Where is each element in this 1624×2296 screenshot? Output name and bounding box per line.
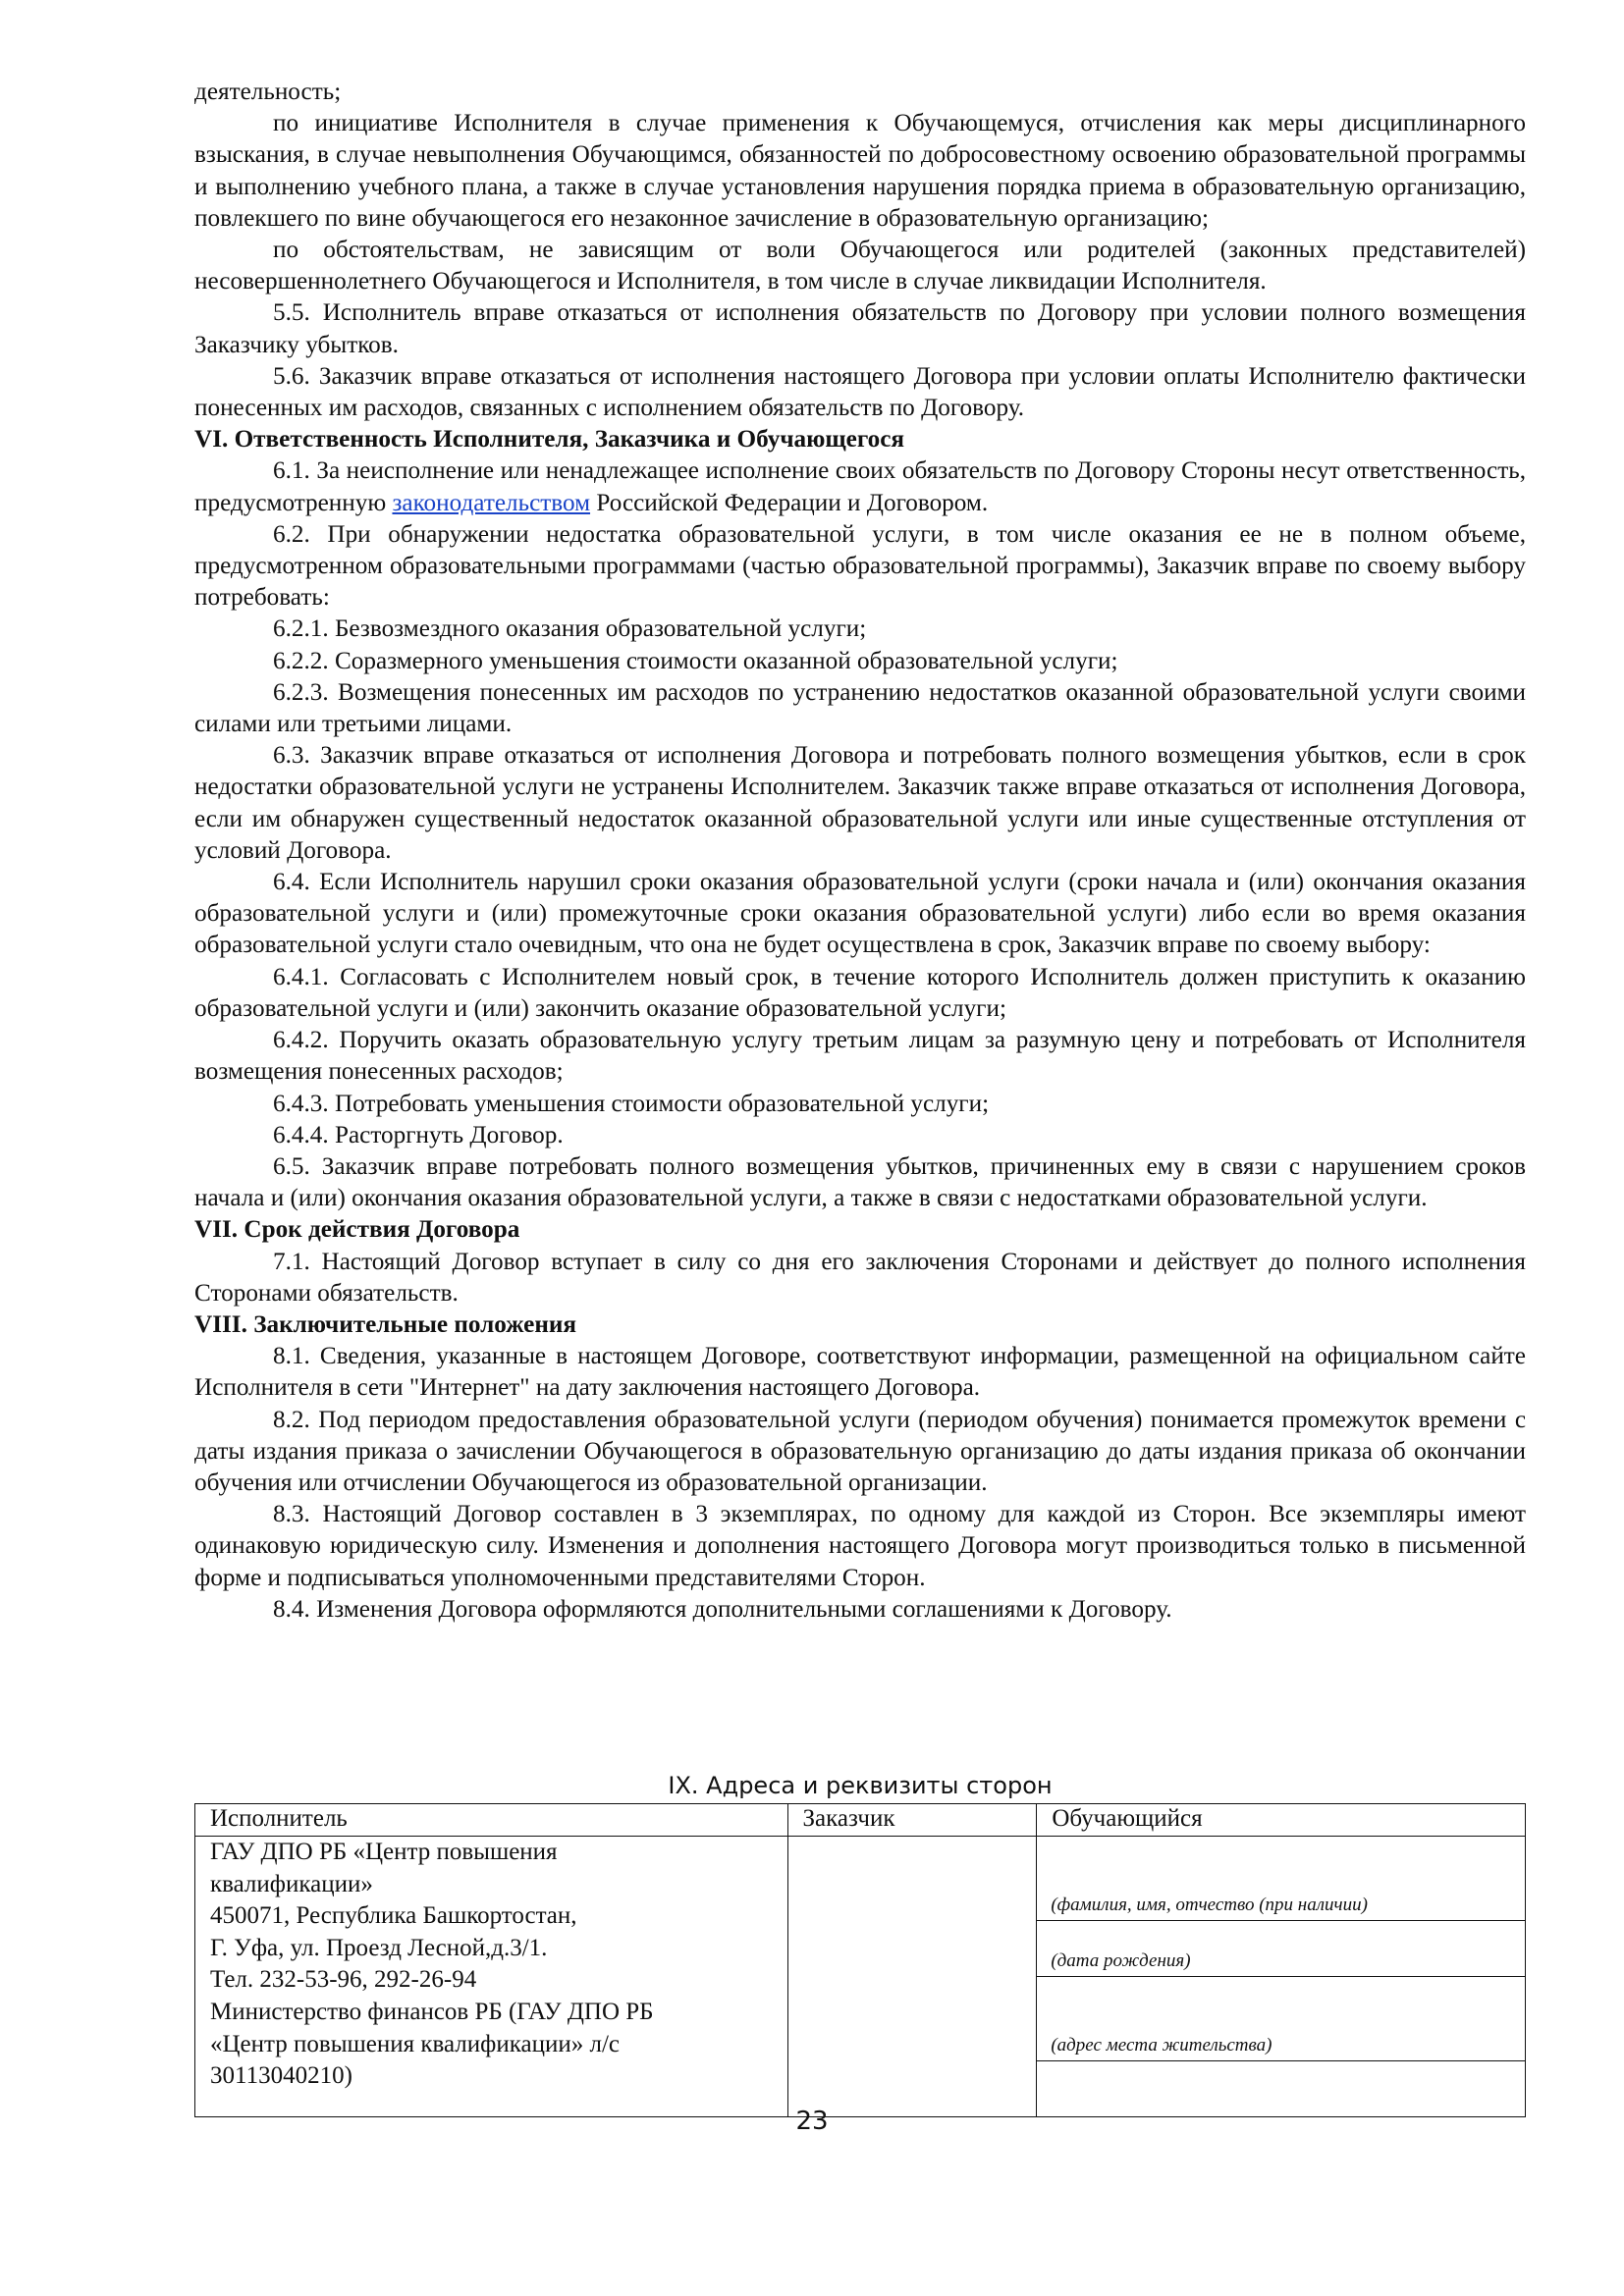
header-student: Обучающийся (1037, 1804, 1526, 1837)
clause-paragraph: 6.4.1. Согласовать с Исполнителем новый срок, в течение которого Исполнитель должен приступить к оказанию образовательной услуги и (или) закончить оказание образовательной услуги; (194, 963, 1526, 1022)
requisites-header-row (195, 1804, 1526, 1837)
student-name-field (1037, 1837, 1525, 1921)
clause-paragraph: 6.2.2. Соразмерного уменьшения стоимости оказанной образовательной услуги; (273, 647, 1118, 674)
executor-line: квалификации» (210, 1870, 373, 1897)
executor-line: 30113040210) (210, 2062, 352, 2090)
document-body (194, 77, 1526, 1626)
clause-paragraph: 6.2. При обнаружении недостатка образовательной услуги, в том числе оказания ее не в полном объеме, предусмотренном образовательными программами (частью образовательной программы), Заказчик вправе по своему выбору потребовать: (194, 520, 1526, 612)
section-heading: VI. Ответственность Исполнителя, Заказчика и Обучающегося (194, 426, 905, 454)
requisites-table (194, 1803, 1526, 2117)
clause-paragraph: 6.2.3. Возмещения понесенных им расходов по устранению недостатков оказанной образовательной услуги своими силами или третьими лицами. (194, 678, 1526, 738)
student-address-hint: (адрес места жительства) (1051, 2035, 1272, 2056)
clause-paragraph: 6.4.4. Расторгнуть Договор. (273, 1121, 564, 1148)
header-executor: Исполнитель (195, 1804, 788, 1837)
student-name-hint: (фамилия, имя, отчество (при наличии) (1051, 1895, 1368, 1915)
section-heading: VII. Срок действия Договора (194, 1216, 520, 1244)
section-heading: VIII. Заключительные положения (194, 1310, 577, 1338)
student-address-field (1037, 1977, 1525, 2061)
clause-paragraph: 7.1. Настоящий Договор вступает в силу со дня его заключения Сторонами и действует до полного исполнения Сторонами обязательств. (194, 1248, 1526, 1307)
clause-paragraph: 6.3. Заказчик вправе отказаться от исполнения Договора и потребовать полного возмещения убытков, если в срок недостатки образовательной услуги не устранены Исполнителем. Заказчик также вправе отказаться от исполнения Договора, если им обнаружен существенный недостаток оказанной образовательной услуги или иные существенные отступления от условий Договора. (194, 742, 1526, 864)
clause-paragraph: 6.5. Заказчик вправе потребовать полного возмещения убытков, причиненных ему в связи с нарушением сроков начала и (или) окончания оказания образовательной услуги, а также в связи с недостатками образовательной услуги. (194, 1152, 1526, 1212)
clause-paragraph: 8.3. Настоящий Договор составлен в 3 экземплярах, по одному для каждой из Сторон. Все экземпляры имеют одинаковую юридическую силу. Изменения и дополнения настоящего Договора могут производиться только в письменной форме и подписываться уполномоченными представителями Сторон. (194, 1501, 1526, 1591)
clause-paragraph: 5.5. Исполнитель вправе отказаться от исполнения обязательств по Договору при условии полного возмещения Заказчику убытков. (194, 299, 1526, 358)
student-birthdate-hint: (дата рождения) (1051, 1950, 1191, 1971)
clause-paragraph: 8.4. Изменения Договора оформляются дополнительными соглашениями к Договору. (273, 1595, 1172, 1623)
clause-paragraph: 6.4.2. Поручить оказать образовательную услугу третьим лицам за разумную цену и потребовать от Исполнителя возмещения понесенных расходов; (194, 1027, 1526, 1086)
clause-text: 6.1. За неисполнение или ненадлежащее исполнение своих обязательств по Договору Стороны несут ответственность, предусмотренную (194, 457, 1526, 516)
customer-details (787, 1837, 1037, 2117)
requisites-title: IX. Адреса и реквизиты сторон (668, 1772, 1053, 1799)
student-birthdate-field (1037, 1921, 1525, 1977)
executor-details (195, 1837, 788, 2117)
clause-paragraph: 6.2.1. Безвозмездного оказания образовательной услуги; (273, 615, 867, 643)
executor-line: Тел. 232-53-96, 292-26-94 (210, 1966, 477, 1994)
clause-paragraph: 8.1. Сведения, указанные в настоящем Договоре, соответствуют информации, размещенной на официальном сайте Исполнителя в сети "Интернет" на дату заключения настоящего Договора. (194, 1343, 1526, 1402)
executor-line: ГАУ ДПО РБ «Центр повышения (210, 1839, 558, 1865)
requisites-body-row (195, 1837, 1526, 2117)
student-details (1037, 1837, 1526, 2117)
requisites-section (194, 1771, 1526, 2117)
clause-paragraph: 6.4.3. Потребовать уменьшения стоимости образовательной услуги; (273, 1090, 990, 1117)
clause-paragraph: 6.4. Если Исполнитель нарушил сроки оказания образовательной услуги (сроки начала и (или) окончания оказания образовательной услуги и (или) промежуточные сроки оказания образовательной услуги) либо если во время оказания образовательной услуги стало очевидным, что она не будет осуществлена в срок, Заказчик вправе по своему выбору: (194, 869, 1526, 959)
clause-paragraph: по обстоятельствам, не зависящим от воли Обучающегося или родителей (законных представителей) несовершеннолетнего Обучающегося и Исполнителя, в том числе в случае ликвидации Исполнителя. (194, 237, 1526, 295)
clause-paragraph (194, 455, 1526, 518)
page-number: 23 (795, 2107, 829, 2136)
executor-line: 450071, Республика Башкортостан, (210, 1902, 577, 1930)
header-customer: Заказчик (787, 1804, 1037, 1837)
executor-line: «Центр повышения квалификации» л/с (210, 2030, 620, 2057)
executor-line: Министерство финансов РБ (ГАУ ДПО РБ (210, 1998, 654, 2025)
clause-paragraph: деятельность; (194, 79, 342, 105)
executor-line: Г. Уфа, ул. Проезд Лесной,д.3/1. (210, 1934, 548, 1961)
legislation-link[interactable]: законодательством (392, 489, 591, 516)
clause-paragraph: по инициативе Исполнителя в случае применения к Обучающемуся, отчисления как меры дисциплинарного взыскания, в случае невыполнения Обучающимся, обязанностей по добросовестному освоению образовательной программы и выполнению учебного плана, а также в случае установления нарушения порядка приема в образовательную организацию, повлекшего по вине обучающегося его незаконное зачисление в образовательную организацию; (194, 110, 1526, 232)
clause-paragraph: 5.6. Заказчик вправе отказаться от исполнения настоящего Договора при условии оплаты Исполнителю фактически понесенных им расходов, связанных с исполнением обязательств по Договору. (194, 362, 1526, 422)
clause-text: Российской Федерации и Договором. (590, 489, 989, 516)
clause-paragraph: 8.2. Под периодом предоставления образовательной услуги (периодом обучения) понимается промежуток времени с даты издания приказа о зачислении Обучающегося в образовательную организацию до даты издания приказа об окончании обучения или отчислении Обучающегося из образовательной организации. (194, 1406, 1526, 1496)
